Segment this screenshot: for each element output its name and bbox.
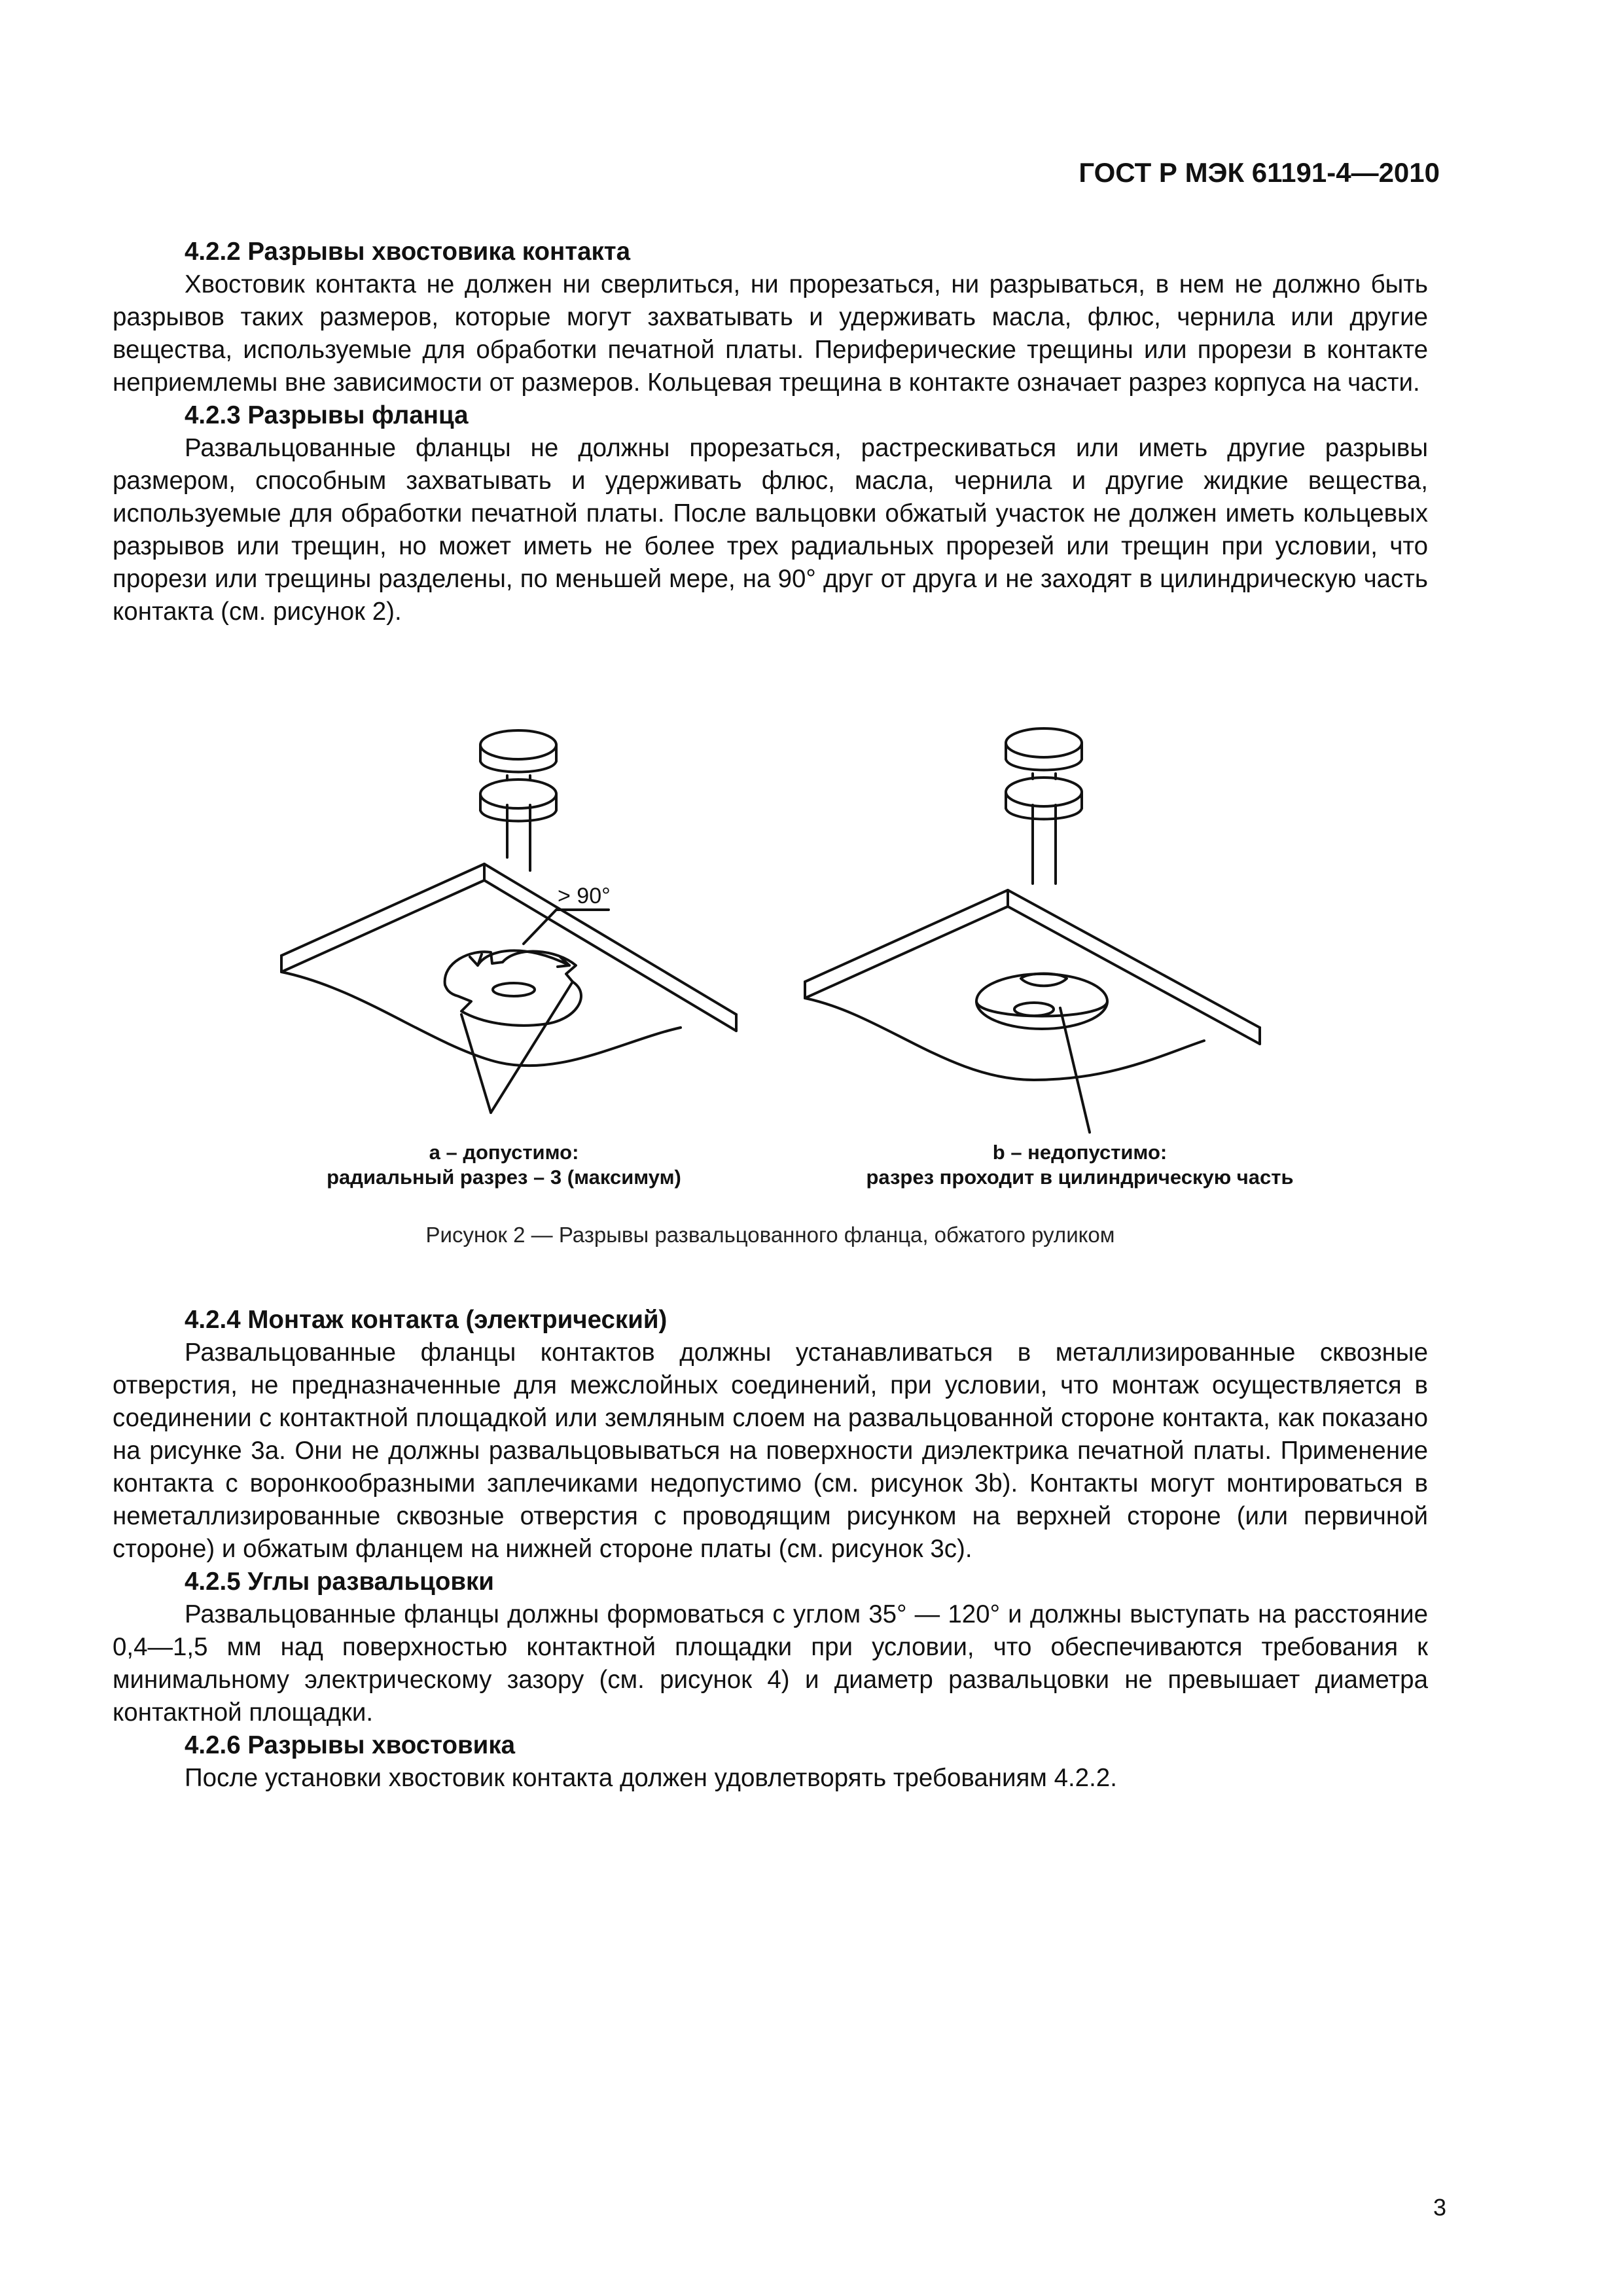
caption-b: [805, 1140, 1355, 1190]
caption-b-line1: b – недопустимо:: [992, 1141, 1168, 1164]
caption-a-line2: радиальный разрез – 3 (максимум): [327, 1166, 681, 1189]
section-4-2-6-text: После установки хвостовик контакта должен удовлетворять требованиям 4.2.2.: [185, 1764, 1117, 1792]
section-4-2-3-title: 4.2.3 Разрывы фланца: [185, 401, 469, 429]
section-4-2-6-title: 4.2.6 Разрывы хвостовика: [185, 1731, 516, 1759]
section-4-2-5-title: 4.2.5 Углы развальцовки: [185, 1568, 494, 1596]
contact-drawing-a: [281, 730, 736, 1113]
caption-a: [275, 1140, 733, 1190]
page-number: 3: [1433, 2194, 1446, 2221]
figure-2-title: Рисунок 2 — Разрывы развальцованного фланца, обжатого руликом: [425, 1223, 1115, 1247]
text-block-bottom: [113, 1304, 1428, 1795]
section-4-2-5-text: Развальцованные фланцы должны формоваться с углом 35° — 120° и должны выступать на расстояние 0,4—1,5 мм над поверхностью контактной площадки при условии, что обеспечиваются требования к минимальному электрическому зазору (см. рисунок 4) и диаметр развальцовки не превышает диаметра контактной площадки.: [113, 1600, 1428, 1727]
section-4-2-3-text: Развальцованные фланцы не должны прорезаться, растрескиваться или иметь другие разрывы размером, способным захватывать и удерживать флюс, масла, чернила и другие жидкие вещества, используемые для обработки печатной платы. После вальцовки обжатый участок не должен иметь кольцевых разрывов или трещин, но может иметь не более трех радиальных прорезей или трещин при условии, что прорези или трещины разделены, по меньшей мере, на 90° друг от друга и не заходят в цилиндрическую часть контакта (см. рисунок 2).: [113, 434, 1428, 626]
caption-b-line2: разрез проходит в цилиндрическую часть: [866, 1166, 1294, 1189]
section-4-2-4-title: 4.2.4 Монтаж контакта (электрический): [185, 1306, 668, 1334]
section-4-2-2-text: Хвостовик контакта не должен ни сверлиться, ни прорезаться, ни разрываться, в нем не должно быть разрывов таких размеров, которые могут захватывать и удерживать масла, флюс, чернила или другие вещества, используемые для обработки печатной платы. Периферические трещины или прорези в контакте неприемлемы вне зависимости от размеров. Кольцевая трещина в контакте означает разрез корпуса на части.: [113, 270, 1428, 397]
section-4-2-4-text: Развальцованные фланцы контактов должны устанавливаться в металлизированные сквозные отверстия, не предназначенные для межслойных соединений, при условии, что монтаж осуществляется в соединении с контактной площадкой или земляным слоем на развальцованной стороне контакта, как показано на рисунке 3a. Они не должны развальцовываться на поверхности диэлектрика печатной платы. Применение контакта с воронкообразными заплечиками недопустимо (см. рисунок 3b). Контакты могут монтироваться в неметаллизированные сквозные отверстия с проводящим рисунком на верхней стороне (или первичной стороне) и обжатым фланцем на нижней стороне платы (см. рисунок 3c).: [113, 1338, 1428, 1563]
angle-label: > 90°: [558, 884, 611, 908]
text-block-top: [113, 236, 1428, 628]
document-id: ГОСТ Р МЭК 61191-4—2010: [1079, 157, 1440, 188]
contact-drawing-b: [805, 728, 1260, 1132]
caption-a-line1: a – допустимо:: [429, 1141, 579, 1164]
section-4-2-2-title: 4.2.2 Разрывы хвостовика контакта: [185, 238, 631, 266]
